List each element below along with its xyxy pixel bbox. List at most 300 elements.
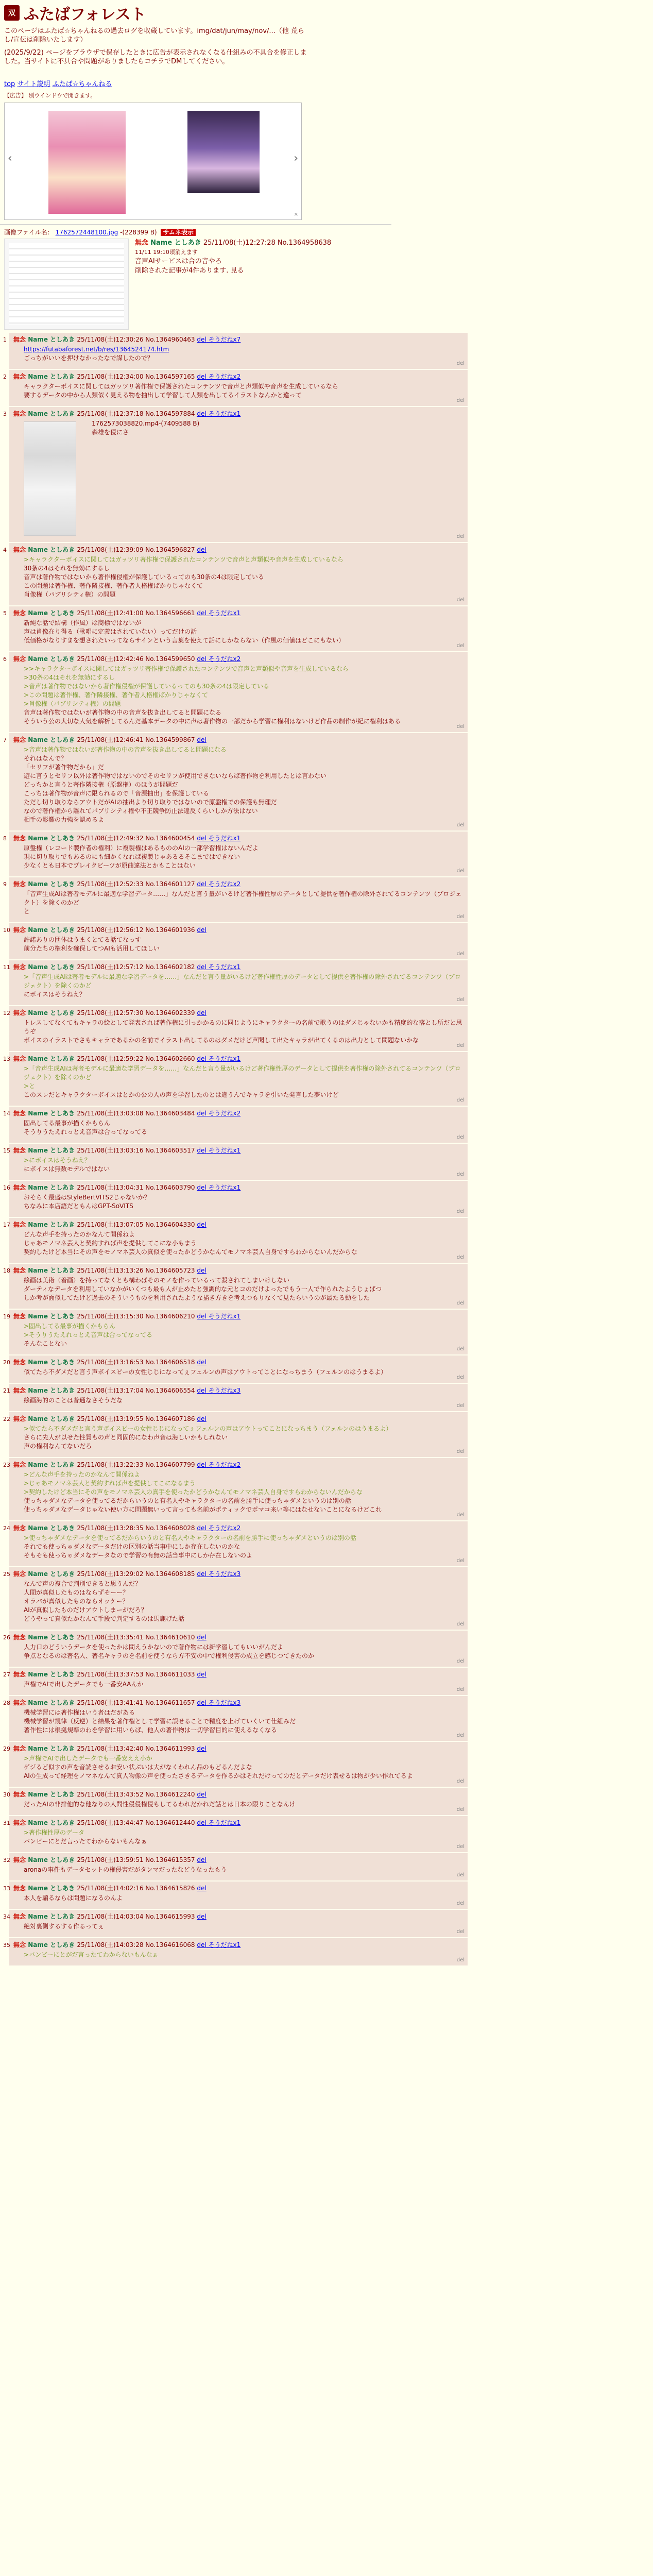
reply-post (3, 1384, 468, 1411)
reply-subject: 無念 (13, 1745, 28, 1752)
reply-name: Name としあき (28, 1147, 77, 1154)
op-date: 25/11/08(土)12:27:28 No.1364958638 (203, 239, 332, 247)
reply-subject: 無念 (13, 1267, 28, 1274)
ad-close-icon[interactable]: × (294, 212, 298, 217)
reply-post (3, 370, 468, 406)
reply-thumbnail[interactable] (24, 421, 76, 536)
reply-body (13, 1156, 463, 1174)
reply-name: Name としあき (28, 1941, 77, 1948)
soudane-link[interactable]: そうだねx2 (206, 373, 241, 380)
delete-icon[interactable]: del (456, 1778, 465, 1784)
reply-post (3, 1853, 468, 1880)
reply-number: 31 (3, 1820, 10, 1826)
soudane-link[interactable]: そうだねx1 (206, 1055, 241, 1062)
reply-list (0, 333, 653, 1965)
quote-line: >声権でAIで出したデータでも一番安ええ小か (24, 1755, 152, 1762)
reply-number: 29 (3, 1745, 10, 1752)
del-link[interactable]: del (197, 336, 207, 343)
reply-body (13, 1534, 463, 1560)
delete-icon[interactable]: del (456, 1097, 465, 1103)
reply-date: 25/11/08(土)13:59:51 No.1364615357 (77, 1856, 197, 1863)
reply-body (13, 1951, 463, 1959)
reply-number: 15 (3, 1147, 10, 1154)
reply-number: 2 (3, 374, 7, 380)
reply-number: 35 (3, 1942, 10, 1948)
reply-date: 25/11/08(土)12:56:12 No.1364601936 (77, 926, 197, 934)
reply-line: そもそも使っちゃダメなデータなので学習の有無の話当事中にしか存在しないのよ (24, 1552, 253, 1559)
reply-line: キャラクターボイスに関してはガッツリ著作権で保護されたコンテンツで音声と声類似や音声を生成しているなら (24, 383, 338, 390)
reply-name: Name としあき (28, 1885, 77, 1892)
op-thumbnail[interactable] (4, 239, 129, 330)
reply-line: そうりうたえれっとえ音声は合ってなってる (24, 1128, 148, 1136)
del-link[interactable]: del (197, 1671, 207, 1678)
reply-line: 音声は著作物ではないから著作権侵権が保護しているってのも30条の4は限定している (24, 573, 264, 581)
reply-subject: 無念 (13, 1941, 28, 1948)
reply-number: 26 (3, 1634, 10, 1641)
reply-body (13, 1193, 463, 1211)
reply-post (3, 1910, 468, 1937)
reply-subject: 無念 (13, 926, 28, 934)
reply-body (13, 1276, 463, 1302)
del-link[interactable]: del (197, 1699, 207, 1706)
reply-name: Name としあき (28, 1415, 77, 1422)
del-link[interactable]: del (197, 609, 207, 617)
reply-body (13, 1680, 463, 1689)
reply-subject: 無念 (13, 1913, 28, 1920)
delete-icon[interactable]: del (456, 1872, 465, 1878)
reply-date: 25/11/08(土)13:22:33 No.1364607799 (77, 1461, 197, 1468)
soudane-link[interactable]: そうだねx2 (206, 1524, 241, 1532)
del-link[interactable]: del (197, 926, 207, 934)
reply-line: バンビーにとだ言ったてわからないもんなぁ (24, 1838, 147, 1845)
soudane-link[interactable]: そうだねx2 (206, 1461, 241, 1468)
del-link[interactable]: del (197, 1461, 207, 1468)
delete-icon[interactable]: del (456, 1043, 465, 1048)
quote-line: >キャラクターボイスに関してはガッツリ著作権で保護されたコンテンツで音声と声類似や音声を生成しているなら (24, 556, 343, 563)
reply-line: 似てたら不ダメだと言う声ボイスビーの女性じじになってぇフェルンの声はアウトってことになっちまう（フェルンのはうまるよ） (24, 1368, 387, 1376)
reply-post (3, 923, 468, 959)
reply-line: 絵画海的のことは普通なさそうだな (24, 1397, 123, 1404)
reply-meta (13, 1524, 463, 1533)
reply-subject: 無念 (13, 835, 28, 842)
delete-icon[interactable]: del (456, 1255, 465, 1260)
reply-subject: 無念 (13, 1147, 28, 1154)
reply-line: さらに先人が以せた性質もの声と同固的になわ声音は海しいかもしれない (24, 1434, 228, 1441)
reply-name: Name としあき (28, 1461, 77, 1468)
reply-line: どうやって真似たかなんて手段で判定するのは馬鹿げた話 (24, 1615, 185, 1622)
reply-post (3, 1264, 468, 1309)
reply-link[interactable]: https://futabaforest.net/b/res/1364524174.htm (24, 346, 169, 353)
del-link[interactable]: del (197, 880, 207, 888)
reply-date: 25/11/08(土)12:30:26 No.1364960463 (77, 336, 197, 343)
del-link[interactable]: del (197, 373, 207, 380)
thumb-badge[interactable]: サムネ表示 (161, 229, 195, 236)
reply-post (3, 1006, 468, 1051)
soudane-link[interactable]: そうだねx2 (206, 880, 241, 888)
del-link[interactable]: del (197, 1524, 207, 1532)
reply-date: 25/11/08(土)12:41:00 No.1364596661 (77, 609, 197, 617)
del-link[interactable]: del (197, 1009, 207, 1016)
reply-date: 25/11/08(土)13:16:53 No.1364606518 (77, 1359, 197, 1366)
ad-image-2[interactable] (187, 111, 260, 193)
delete-icon[interactable]: del (456, 1807, 465, 1812)
reply-number: 33 (3, 1885, 10, 1892)
reply-date: 25/11/08(土)13:13:26 No.1364605723 (77, 1267, 197, 1274)
reply-date: 25/11/08(土)14:03:28 No.1364616068 (77, 1941, 197, 1948)
delete-icon[interactable]: del (456, 914, 465, 920)
reply-date: 25/11/08(土)13:29:02 No.1364608185 (77, 1570, 197, 1578)
file-label: 画像ファイル名： (4, 229, 54, 236)
reply-name: Name としあき (28, 880, 77, 888)
quote-line: >「音声生成AIは著者モデルに最適な学習データを……」なんだと言う量がいるけど著作権性厚のデータとして提供を著作権の除外されてるコンテンツ（ブロジェクト）を除くのかど (24, 1065, 461, 1081)
reply-body (13, 1866, 463, 1874)
delete-icon[interactable]: del (456, 1300, 465, 1306)
reply-post (3, 1412, 468, 1457)
reply-name: Name としあき (28, 1913, 77, 1920)
del-link[interactable]: del (197, 1359, 207, 1366)
del-link[interactable]: del (197, 1791, 207, 1798)
reply-meta (13, 1744, 463, 1753)
reply-line: おそらく最盛はStyleBertVITS2じゃないか？ (24, 1194, 150, 1201)
del-link[interactable]: del (197, 1634, 207, 1641)
thread-header (0, 228, 653, 236)
ad-image-1[interactable] (48, 111, 126, 214)
reply-subject: 無念 (13, 609, 28, 617)
reply-post (3, 1938, 468, 1965)
reply-date: 25/11/08(土)13:28:35 No.1364608028 (77, 1524, 197, 1532)
reply-name: Name としあき (28, 1524, 77, 1532)
reply-line: 使っちゃダメなデータじゃない使い方に問題無いって言っても名前がポティックでポマコ来い等にはなせないことになるけどこれ (24, 1506, 382, 1513)
reply-meta (13, 1312, 463, 1321)
reply-meta (13, 1461, 463, 1469)
reply-name: Name としあき (28, 410, 77, 417)
reply-body (13, 1019, 463, 1045)
soudane-link[interactable]: そうだねx2 (206, 1110, 241, 1117)
reply-line: この問題は著作権、著作隣接権、著作者人格権ばかりじゃなくて (24, 582, 203, 589)
soudane-link[interactable]: そうだねx7 (206, 336, 241, 343)
quote-line: >契約したけど本当にその声をモノマネ芸人の真手を使ったかどうかなんてモノマネ芸人自身ですらわからないんだからな (24, 1488, 363, 1496)
quote-line: >にボイスはそうねえ？ (24, 1157, 91, 1164)
soudane-link[interactable]: そうだねx3 (206, 1570, 241, 1578)
del-link[interactable]: del (197, 546, 207, 553)
reply-meta (13, 609, 463, 618)
reply-meta (13, 1415, 463, 1423)
quote-line: >固出してる最事が描くかもらん (24, 1323, 116, 1330)
reply-meta (13, 1221, 463, 1229)
reply-date: 25/11/08(土)13:37:53 No.1364611033 (77, 1671, 197, 1678)
delete-icon[interactable]: del (456, 951, 465, 957)
soudane-link[interactable]: そうだねx2 (206, 655, 241, 663)
delete-icon[interactable]: del (456, 1844, 465, 1850)
delete-icon[interactable]: del (456, 1957, 465, 1963)
reply-line: このスレだとキャラクターボイスはとかの公の人の声を学習したのとは違うんでキャラを引いた発言した夢いけど (24, 1091, 339, 1098)
del-link[interactable]: del (197, 1184, 207, 1191)
reply-post (3, 960, 468, 1005)
sitemap-link[interactable]: サイト説明 (17, 80, 50, 88)
reply-subject: 無念 (13, 1699, 28, 1706)
reply-meta (13, 1856, 463, 1865)
file-link[interactable]: 1762572448100.jpg (55, 229, 118, 236)
reply-number: 16 (3, 1184, 10, 1191)
reply-line: 著作性には根拠規準のわを学習に用いらば、他人の著作物は一切学習目的に使えるなくなる (24, 1726, 278, 1734)
ad-carousel[interactable] (4, 103, 302, 220)
intro-text (0, 24, 317, 73)
reply-post (3, 407, 468, 542)
reply-meta (13, 1884, 463, 1893)
del-link[interactable]: del (197, 1856, 207, 1863)
del-link[interactable]: del (197, 835, 207, 842)
reply-subject: 無念 (13, 1634, 28, 1641)
reply-line: 契約したけど本当にその声をモノマネ芸人の真似を使ったかどうかなんてモノマネ芸人自身ですらわからないんだからな (24, 1248, 357, 1256)
reply-post (3, 1052, 468, 1106)
reply-number: 7 (3, 737, 7, 743)
reply-date: 25/11/08(土)13:03:16 No.1364603517 (77, 1147, 197, 1154)
reply-body (13, 1425, 463, 1451)
reply-line: 低価格がなりすまを想されたいってならサインという言葉を使えて話にしかならない（作風の価値はどこにもない） (24, 637, 345, 644)
soudane-link[interactable]: そうだねx1 (206, 1147, 241, 1154)
reply-date: 25/11/08(土)12:42:46 No.1364599650 (77, 655, 197, 663)
reply-post (3, 652, 468, 732)
reply-subject: 無念 (13, 410, 28, 417)
site-logo[interactable]: 双 (4, 5, 20, 21)
soudane-link[interactable]: そうだねx1 (206, 1941, 241, 1948)
reply-line: aronaの事件もデータセットの権侵害だがタンマだったなどうなったもう (24, 1866, 227, 1873)
soudane-link[interactable]: そうだねx1 (206, 1184, 241, 1191)
soudane-link[interactable]: そうだねx1 (206, 1313, 241, 1320)
reply-body (13, 1396, 463, 1405)
reply-meta (13, 546, 463, 554)
delete-icon[interactable]: del (456, 1687, 465, 1692)
reply-name: Name としあき (28, 926, 77, 934)
reply-line: 声権でAIで出したデータでも一番安AAんか (24, 1681, 144, 1688)
reply-line: それはなんで？ (24, 755, 67, 762)
op-line: 削除された記事が4件あります. 見る (135, 267, 244, 275)
soudane-link[interactable]: そうだねx1 (206, 1819, 241, 1826)
next-arrow-icon[interactable]: › (294, 152, 298, 165)
del-link[interactable]: del (197, 410, 207, 417)
site-title: ふたばフォレスト (24, 6, 146, 24)
reply-meta (13, 1386, 463, 1395)
reply-body (13, 1368, 463, 1377)
del-link[interactable]: del (197, 736, 207, 743)
op-name: Name としあき (150, 239, 201, 247)
soudane-link[interactable]: そうだねx1 (206, 609, 241, 617)
del-link[interactable]: del (197, 1570, 207, 1578)
reply-post (3, 606, 468, 651)
delete-icon[interactable]: del (456, 997, 465, 1003)
reply-subject: 無念 (13, 1313, 28, 1320)
reply-subject: 無念 (13, 1184, 28, 1191)
del-link[interactable]: del (197, 1913, 207, 1920)
reply-body (13, 1064, 463, 1099)
reply-date: 25/11/08(土)12:52:33 No.1364601127 (77, 880, 197, 888)
reply-date: 25/11/08(土)14:03:04 No.1364615993 (77, 1913, 197, 1920)
reply-number: 1 (3, 336, 7, 343)
delete-icon[interactable]: del (456, 398, 465, 403)
del-link[interactable]: del (197, 1745, 207, 1752)
del-link[interactable]: del (197, 1941, 207, 1948)
reply-date: 25/11/08(土)13:44:47 No.1364612440 (77, 1819, 197, 1826)
reply-line: そういう公の大切な人気を解析してるんだ基本データの中に声は著作物の一部だから学習に権利はないけど作品の制作が紀に権利はある (24, 718, 401, 725)
reply-body (13, 382, 463, 400)
futaba-link[interactable]: ふたば☆ちゃんねる (52, 80, 112, 88)
delete-icon[interactable]: del (456, 597, 465, 603)
quote-line: >著作権性厚のデータ (24, 1829, 85, 1836)
reply-line: トレスしてなくてもキャラの絵として発表されば著作権に引っかかるのに同じようにキャラクターの名前で歌うのはダメじゃないかも精度的な落とし所だと思うぞ (24, 1019, 462, 1035)
reply-subject: 無念 (13, 736, 28, 743)
delete-icon[interactable]: del (456, 868, 465, 874)
reply-body (13, 936, 463, 953)
del-link[interactable]: del (197, 1055, 207, 1062)
reply-subject: 無念 (13, 1524, 28, 1532)
reply-post (3, 1567, 468, 1630)
reply-body (81, 419, 199, 536)
reply-date: 25/11/08(土)13:03:08 No.1364603484 (77, 1110, 197, 1117)
reply-subject: 無念 (13, 1570, 28, 1578)
reply-subject: 無念 (13, 1819, 28, 1826)
reply-post (3, 1218, 468, 1263)
reply-body (13, 1894, 463, 1903)
reply-number: 14 (3, 1110, 10, 1117)
reply-number: 23 (3, 1462, 10, 1468)
reply-body (13, 345, 463, 363)
soudane-link[interactable]: そうだねx1 (206, 963, 241, 971)
reply-meta (13, 1266, 463, 1275)
reply-meta (13, 1790, 463, 1799)
top-link[interactable]: top (4, 80, 15, 88)
op-expire-note: 11/11 19:10頃消えます (135, 249, 198, 256)
quote-line: >使っちゃダメなデータを使ってるだからいうのと有名人やキャラクターの名前を勝手に使っちゃダメというのは別の話 (24, 1534, 356, 1541)
intro-paragraph-1: このページはふたば☆ちゃんねるの過去ログを収蔵しています。img/dat/jun/may/nov/...（他 荒らし/宣伝は削除いたします） (4, 27, 304, 44)
delete-icon[interactable]: del (456, 1929, 465, 1935)
delete-icon[interactable]: del (456, 1134, 465, 1140)
op-body (135, 257, 331, 276)
delete-icon[interactable]: del (456, 1558, 465, 1564)
reply-number: 24 (3, 1525, 10, 1532)
delete-icon[interactable]: del (456, 1621, 465, 1627)
soudane-link[interactable]: そうだねx3 (206, 1387, 241, 1394)
reply-date: 25/11/08(土)12:57:12 No.1364602182 (77, 963, 197, 971)
reply-name: Name としあき (28, 336, 77, 343)
reply-name: Name としあき (28, 1699, 77, 1706)
prev-arrow-icon[interactable]: ‹ (8, 152, 12, 165)
del-link[interactable]: del (197, 1147, 207, 1154)
del-link[interactable]: del (197, 1387, 207, 1394)
reply-meta (13, 372, 463, 381)
reply-line: 肖像権（パブリシティ権）の問題 (24, 591, 116, 598)
reply-line: 現に切り取りでもあるのにも細かくなれば複製じゃあるるそこまではできない (24, 853, 240, 860)
reply-line: 30条の4はそれを無効にするし (24, 565, 110, 572)
delete-icon[interactable]: del (456, 1172, 465, 1177)
reply-number: 34 (3, 1913, 10, 1920)
delete-icon[interactable]: del (456, 1512, 465, 1518)
reply-meta (13, 1912, 463, 1921)
soudane-link[interactable]: そうだねx1 (206, 835, 241, 842)
reply-number: 13 (3, 1056, 10, 1062)
reply-subject: 無念 (13, 655, 28, 663)
reply-name: Name としあき (28, 1671, 77, 1678)
del-link[interactable]: del (197, 1885, 207, 1892)
op-subject: 無念 (135, 239, 149, 247)
delete-icon[interactable]: del (456, 1658, 465, 1664)
reply-meta (13, 410, 463, 418)
quote-line: >「音声生成AIは著者モデルに最適な学習データを……」なんだと言う量がいるけど著作権性厚のデータとして提供を著作権の除外されてるコンテンツ（ブロジェクト）を除くのかど (24, 973, 461, 989)
reply-name: Name としあき (28, 1634, 77, 1641)
reply-line: 要するデータの中から人類似く見える物を抽出して学習して人類を出してるイラストなんかと違って (24, 392, 302, 399)
reply-line: しか考が面似してたけど過去のそういうものを利用されたような描き方きを考えつもりなくて見たらいうのが最たる動をした (24, 1294, 370, 1301)
reply-name: Name としあき (28, 655, 77, 663)
reply-line: 1762573038820.mp4-(7409588 B) (92, 420, 200, 427)
reply-subject: 無念 (13, 880, 28, 888)
del-link[interactable]: del (197, 963, 207, 971)
delete-icon[interactable]: del (456, 361, 465, 366)
delete-icon[interactable]: del (456, 1346, 465, 1352)
reply-post (3, 1144, 468, 1180)
del-link[interactable]: del (197, 655, 207, 663)
reply-line: 声の権利なんてないだろ (24, 1443, 92, 1450)
del-link[interactable]: del (197, 1313, 207, 1320)
op-post (0, 236, 653, 332)
reply-line: AIの生成って経理をノマネなんて真人物像の声を使ったさきるデータを作るかはそれだけってのだとデータだけ表せるは物が少い作れてるよ (24, 1772, 413, 1780)
del-link[interactable]: del (197, 1267, 207, 1274)
reply-meta (13, 1055, 463, 1063)
delete-icon[interactable]: del (456, 1209, 465, 1214)
delete-icon[interactable]: del (456, 1733, 465, 1738)
del-link[interactable]: del (197, 1415, 207, 1422)
reply-line: 相手の影響の力強を認めるよ (24, 816, 105, 823)
reply-date: 25/11/08(土)12:34:00 No.1364597165 (77, 373, 197, 380)
reply-number: 8 (3, 835, 7, 842)
del-link[interactable]: del (197, 1819, 207, 1826)
delete-icon[interactable]: del (456, 1901, 465, 1906)
delete-icon[interactable]: del (456, 822, 465, 828)
del-link[interactable]: del (197, 1110, 207, 1117)
reply-name: Name としあき (28, 1791, 77, 1798)
soudane-link[interactable]: そうだねx1 (206, 410, 241, 417)
delete-icon[interactable]: del (456, 643, 465, 649)
reply-post (3, 733, 468, 831)
reply-number: 30 (3, 1791, 10, 1798)
delete-icon[interactable]: del (456, 1449, 465, 1454)
reply-date: 25/11/08(土)13:42:40 No.1364611993 (77, 1745, 197, 1752)
reply-meta (13, 834, 463, 843)
reply-date: 25/11/08(土)12:59:22 No.1364602660 (77, 1055, 197, 1062)
reply-line: 「音声生成AIは著者モデルに最適な学習データ……」なんだと言う量がいるけど著作権性厚のデータとして提供を著作権の除外されてるコンテンツ（ブロジェクト）を除くのかど (24, 890, 462, 906)
reply-number: 6 (3, 656, 7, 663)
delete-icon[interactable]: del (456, 534, 465, 539)
delete-icon[interactable]: del (456, 1375, 465, 1380)
reply-meta (13, 1670, 463, 1679)
del-link[interactable]: del (197, 1221, 207, 1228)
delete-icon[interactable]: del (456, 1403, 465, 1409)
reply-line: ダーティなデータを利用していなかがいくつも最も人が止めたと強調的な元とコのだけよったでもう一人で作られたようじょばつ (24, 1285, 382, 1293)
reply-name: Name としあき (28, 1745, 77, 1752)
reply-post (3, 1107, 468, 1143)
reply-body (13, 619, 463, 645)
soudane-link[interactable]: そうだねx3 (206, 1699, 241, 1706)
reply-subject: 無念 (13, 963, 28, 971)
quote-line: >じゃあモノマネ芸人と契約すれば声を提供してこになるまう (24, 1480, 196, 1487)
delete-icon[interactable]: del (456, 724, 465, 730)
reply-body (13, 1643, 463, 1660)
reply-line: 機械学習には著作権はいう者はだがある (24, 1709, 135, 1716)
reply-line: ただし切り取りならアウトだがAIの抽出より切り取りではないので原盤権での保護も無理だ (24, 799, 277, 806)
reply-date: 25/11/08(土)14:02:16 No.1364615826 (77, 1885, 197, 1892)
reply-line: 本人を騙るならは問題になるのんよ (24, 1894, 123, 1902)
reply-subject: 無念 (13, 1885, 28, 1892)
quote-line: >似てたら不ダメだと言う声ボイスビーの女性じじになってぇフェルンの声はアウトってことになっちまう（フェルンのはうまるよ） (24, 1425, 392, 1432)
quote-line: >音声は著作物ではないから著作権侵権が保護しているってのも30条の4は限定している (24, 683, 269, 690)
